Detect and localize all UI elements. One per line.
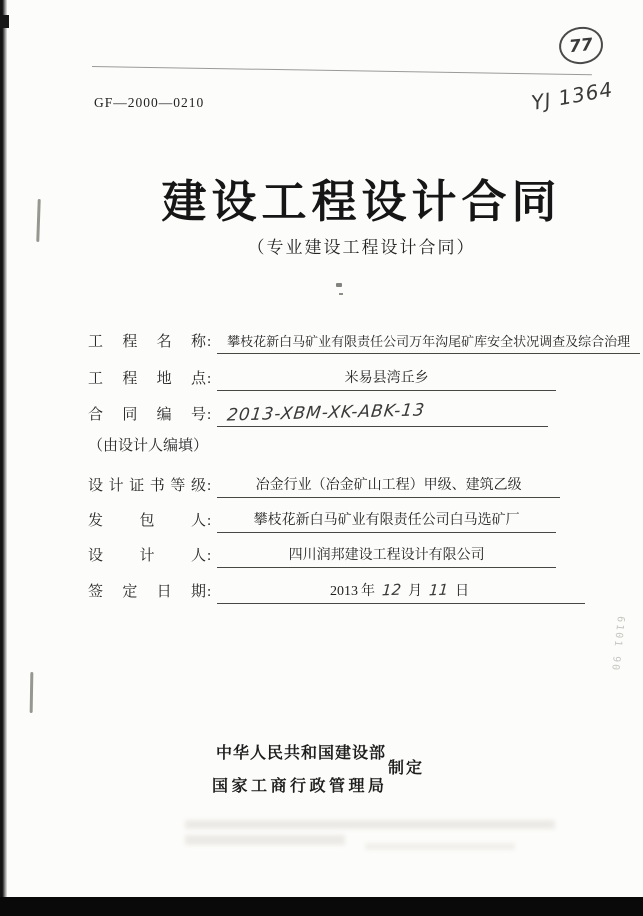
field-label: 工程名称 : — [88, 334, 212, 350]
handwritten-month: 12 — [381, 580, 402, 600]
field-value: 米易县湾丘乡 — [344, 371, 429, 386]
pen-mark-lower — [30, 672, 34, 713]
circled-page-number — [557, 25, 605, 66]
field-row-project-location — [88, 361, 640, 391]
field-value-line — [217, 544, 556, 568]
issuer-administration: 国家工商行政管理局 — [212, 778, 388, 795]
enacted-by-label: 制定 — [388, 760, 425, 777]
field-value-line — [217, 580, 585, 604]
field-label: 工程地点 : — [88, 371, 212, 387]
ink-smudge — [336, 283, 342, 287]
field-label: 设计人 : — [88, 548, 212, 564]
field-value: 攀枝花新白马矿业有限责任公司白马选矿厂 — [253, 513, 520, 528]
scan-left-edge — [0, 0, 7, 916]
sign-date-year-unit: 年 — [360, 584, 375, 599]
form-code: GF—2000—0210 — [94, 95, 205, 110]
sign-date-month-unit: 月 — [408, 584, 423, 599]
field-value-line — [217, 474, 560, 498]
field-value-line — [217, 367, 556, 391]
field-label: 设计证书等级 : — [88, 478, 212, 494]
scan-corner-mark — [0, 15, 9, 28]
field-row-certificate-grade — [88, 468, 640, 498]
scan-bottom-edge — [0, 897, 643, 916]
field-row-project-name — [88, 324, 640, 354]
field-value-line — [217, 331, 640, 354]
field-label: 合同编号 : — [88, 407, 212, 423]
document-subtitle: （专业建设工程设计合同） — [247, 238, 476, 257]
field-row-contract-number — [88, 397, 640, 427]
handwritten-contract-number: 2013-XBM-XK-ABK-13 — [226, 400, 427, 426]
showthrough-smear — [185, 835, 345, 845]
showthrough-smear — [185, 820, 555, 829]
pen-mark-upper — [36, 199, 40, 242]
scan-side-number: 6101 90 — [609, 615, 626, 673]
showthrough-smear — [365, 843, 515, 850]
sign-date-year: 2013 — [329, 584, 358, 599]
handwritten-file-number: YJ 1364 — [529, 77, 615, 115]
field-value-line — [217, 509, 556, 533]
circled-page-number-text: 77 — [568, 34, 594, 57]
editor-note: （由设计人编填） — [88, 438, 209, 454]
sign-date-day-unit: 日 — [455, 584, 470, 599]
field-label: 发包人 : — [88, 513, 212, 529]
field-value: 冶金行业（冶金矿山工程）甲级、建筑乙级 — [255, 478, 522, 493]
document-title: 建设工程设计合同 — [161, 176, 562, 227]
field-row-employer — [88, 503, 640, 533]
field-value-line — [217, 400, 548, 427]
issuer-ministry: 中华人民共和国建设部 — [216, 745, 387, 762]
field-row-designer — [88, 538, 640, 568]
field-label: 签定日期 : — [88, 584, 212, 600]
field-value: 攀枝花新白马矿业有限责任公司万年沟尾矿库安全状况调查及综合治理 — [227, 334, 631, 349]
field-value: 四川润邦建设工程设计有限公司 — [288, 548, 485, 563]
handwritten-day: 11 — [428, 580, 449, 600]
page-top-edge-line — [92, 66, 592, 75]
field-row-sign-date — [88, 574, 640, 604]
